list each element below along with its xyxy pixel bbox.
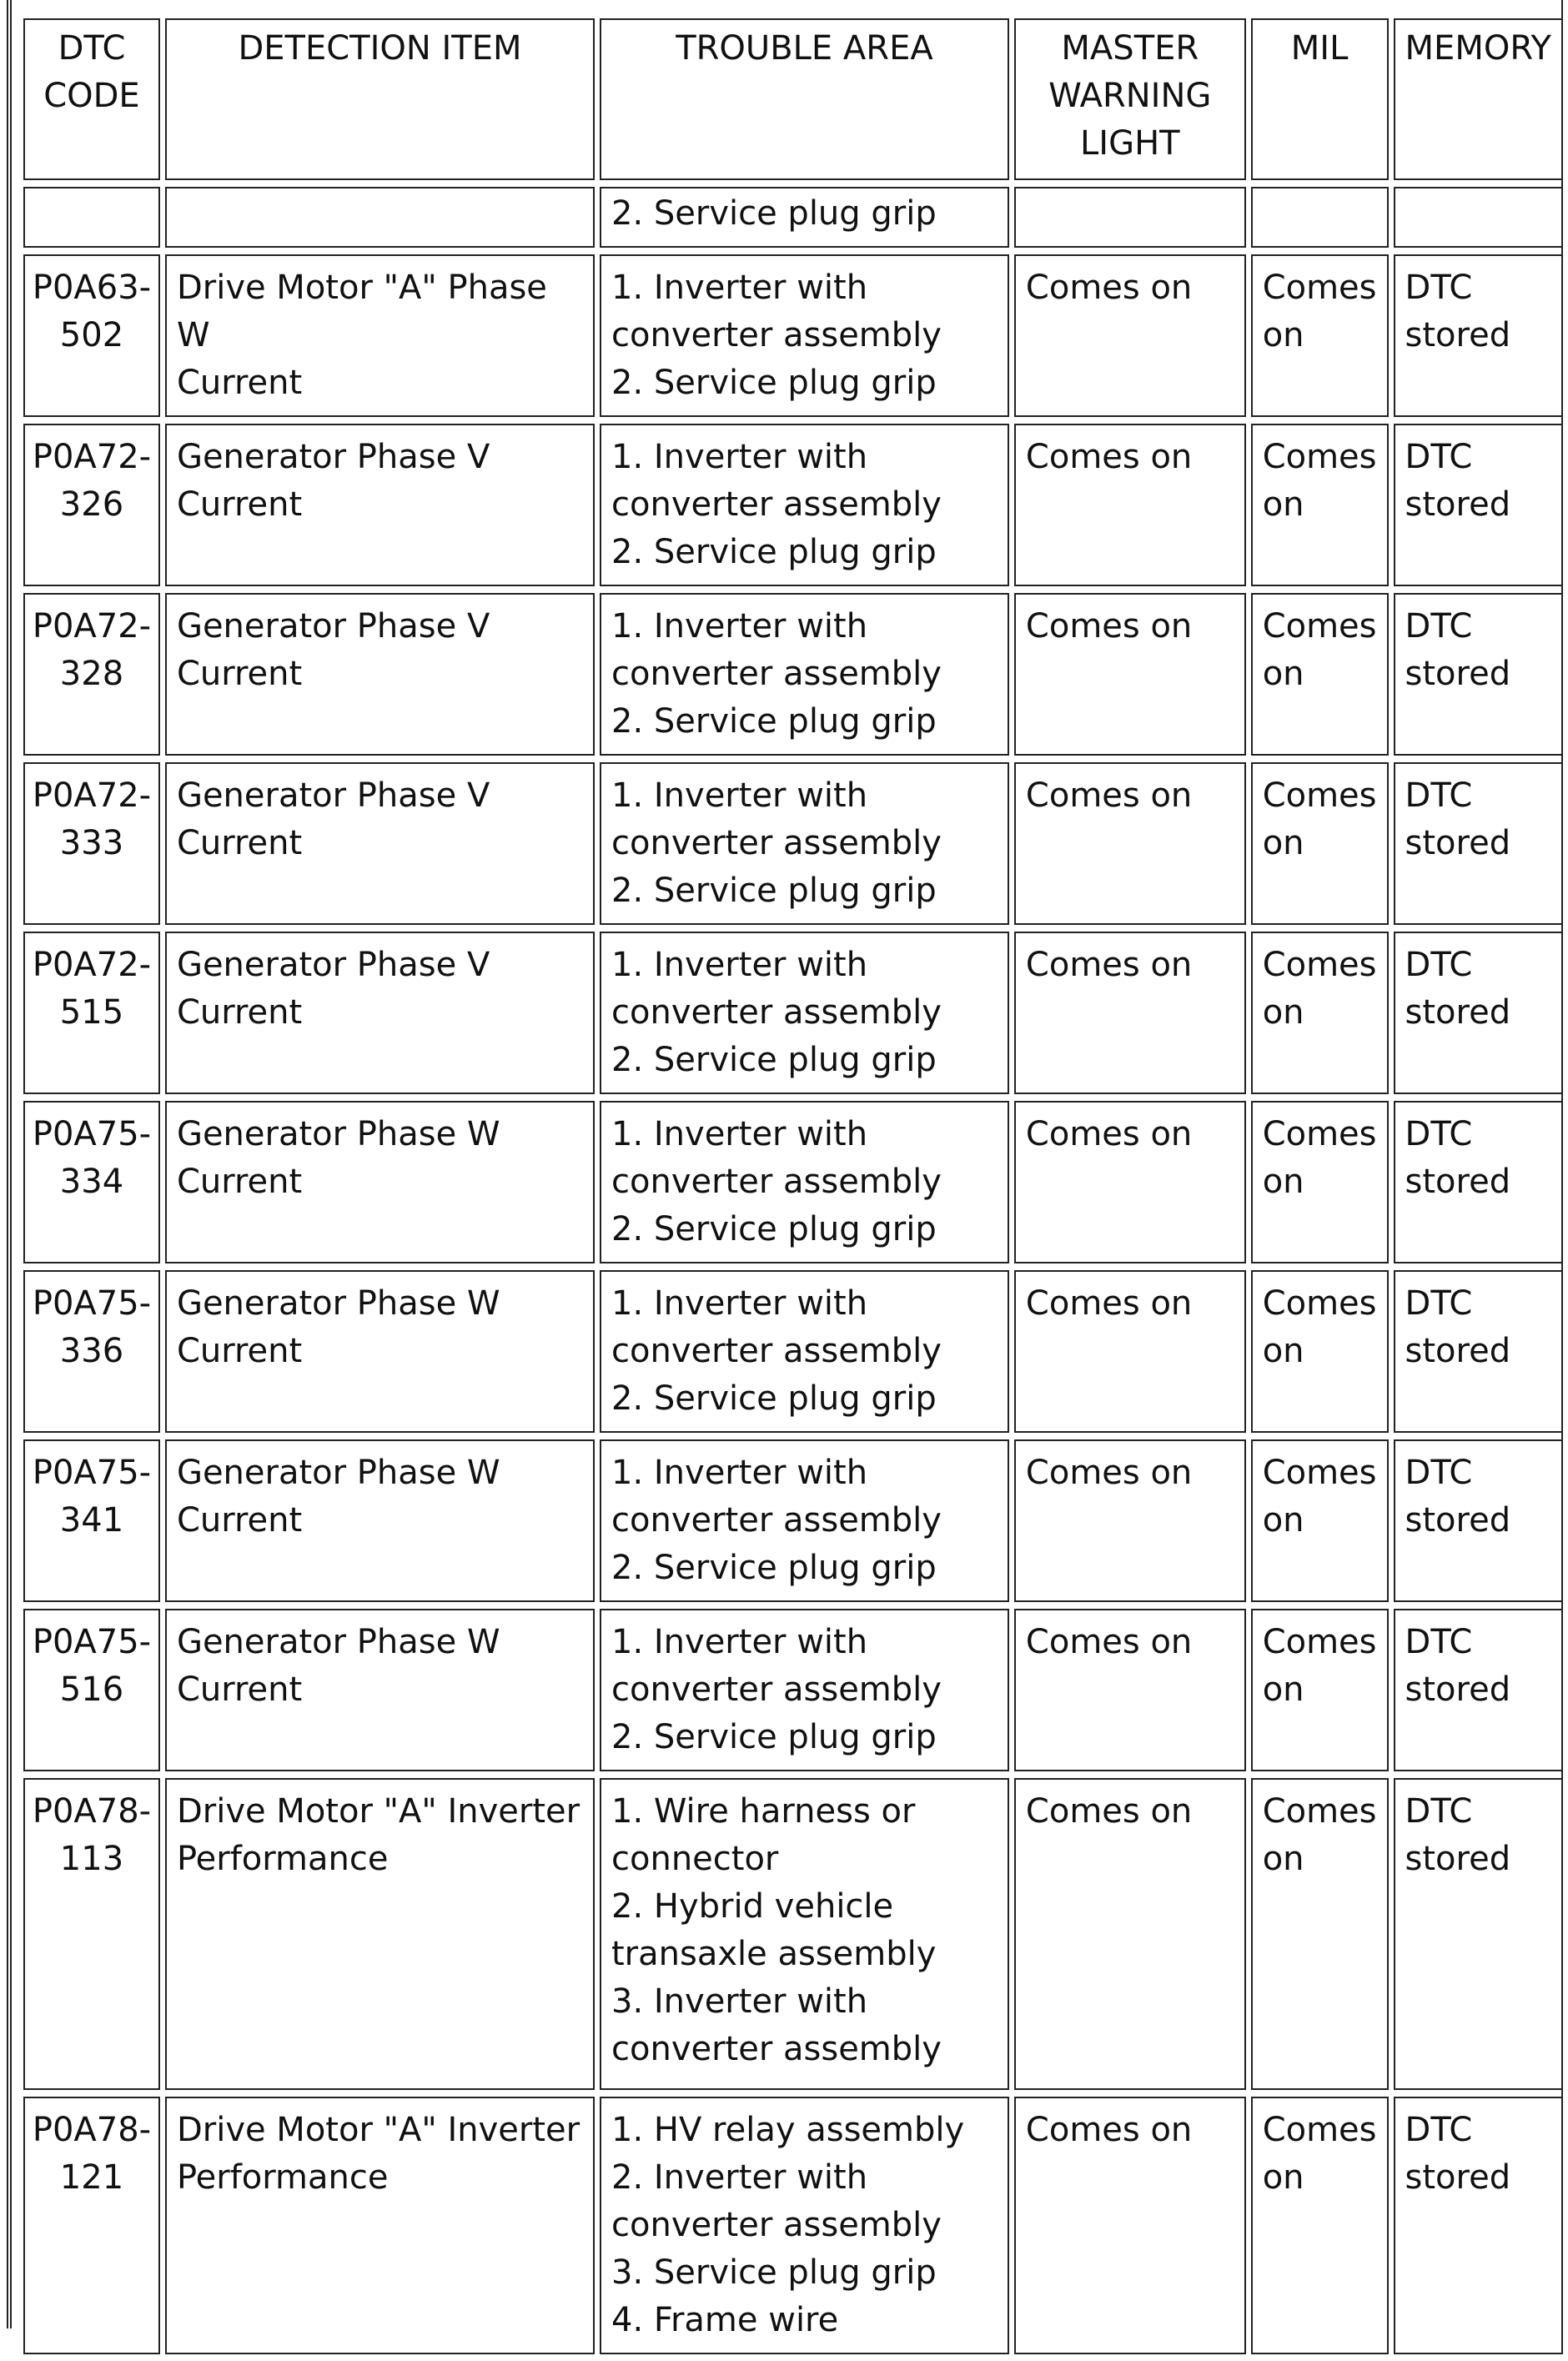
cell-master-warning bbox=[1014, 1101, 1246, 1263]
page-left-border bbox=[7, 0, 12, 2328]
cell-trouble-area bbox=[600, 1778, 1009, 2090]
cell-mil-text: Comes bbox=[1262, 269, 1377, 307]
table-row bbox=[23, 254, 1563, 417]
cell-detection-item-text: Current bbox=[176, 1332, 303, 1370]
table-row bbox=[23, 1778, 1563, 2090]
table-row bbox=[23, 424, 1563, 586]
cell-mil-text: on bbox=[1262, 485, 1304, 524]
cell-memory bbox=[1394, 1609, 1563, 1771]
cell-memory-text: DTC bbox=[1405, 1454, 1473, 1492]
cell-trouble-area-text: converter assembly bbox=[611, 485, 942, 524]
table-row bbox=[23, 593, 1563, 756]
cell-detection-item-text: Drive Motor "A" Phase W bbox=[176, 269, 558, 354]
cell-memory bbox=[1394, 187, 1563, 248]
cell-master-warning bbox=[1014, 254, 1246, 417]
cell-trouble-area-text: 2. Service plug grip bbox=[611, 364, 937, 402]
table-row bbox=[23, 1609, 1563, 1771]
cell-trouble-area-text: converter assembly bbox=[611, 1670, 942, 1709]
cell-dtc-code bbox=[23, 1439, 160, 1602]
cell-dtc-code-text: 341 bbox=[59, 1501, 124, 1540]
cell-trouble-area-text: 2. Service plug grip bbox=[611, 1041, 937, 1079]
cell-detection-item-text: Generator Phase V bbox=[176, 607, 490, 646]
cell-detection-item-text: Current bbox=[176, 993, 303, 1032]
cell-detection-item-text: Generator Phase V bbox=[176, 438, 490, 476]
cell-trouble-area-text: 2. Service plug grip bbox=[611, 1379, 937, 1418]
cell-detection-item bbox=[165, 1270, 595, 1433]
cell-memory-text: DTC bbox=[1405, 1623, 1473, 1661]
cell-mil bbox=[1251, 1270, 1389, 1433]
cell-master-warning bbox=[1014, 762, 1246, 925]
cell-trouble-area-text: 2. Inverter with bbox=[611, 2158, 868, 2197]
cell-memory-text: stored bbox=[1405, 993, 1511, 1032]
cell-master-warning bbox=[1014, 932, 1246, 1094]
cell-master-warning bbox=[1014, 1778, 1246, 2090]
cell-memory-text: stored bbox=[1405, 1840, 1511, 1878]
cell-mil-text: Comes bbox=[1262, 776, 1377, 815]
cell-trouble-area-text: 1. Inverter with bbox=[611, 1623, 868, 1661]
cell-mil bbox=[1251, 1439, 1389, 1602]
cell-dtc-code bbox=[23, 593, 160, 756]
cell-trouble-area-text: converter assembly bbox=[611, 993, 942, 1032]
cell-dtc-code-text: P0A72- bbox=[32, 607, 152, 646]
cell-trouble-area bbox=[600, 593, 1009, 756]
cell-detection-item-text: Generator Phase W bbox=[176, 1454, 500, 1492]
cell-mil-text: on bbox=[1262, 824, 1304, 862]
cell-master-warning-text: Comes on bbox=[1025, 1454, 1193, 1492]
cell-memory-text: DTC bbox=[1405, 2111, 1473, 2149]
cell-memory-text: stored bbox=[1405, 655, 1511, 693]
cell-master-warning-text: Comes on bbox=[1025, 1115, 1193, 1153]
cell-detection-item bbox=[165, 1609, 595, 1771]
cell-detection-item-text: Performance bbox=[176, 2158, 389, 2197]
cell-master-warning-text: Comes on bbox=[1025, 438, 1193, 476]
cell-master-warning-text: Comes on bbox=[1025, 1792, 1193, 1831]
cell-trouble-area-text: 2. Service plug grip bbox=[611, 1210, 937, 1248]
cell-trouble-area-text: converter assembly bbox=[611, 824, 942, 862]
cell-memory bbox=[1394, 2097, 1563, 2354]
cell-detection-item bbox=[165, 762, 595, 925]
cell-trouble-area bbox=[600, 424, 1009, 586]
cell-mil-text: on bbox=[1262, 1840, 1304, 1878]
cell-mil bbox=[1251, 2097, 1389, 2354]
cell-trouble-area-text: 1. Inverter with bbox=[611, 1284, 868, 1323]
cell-mil bbox=[1251, 593, 1389, 756]
cell-memory bbox=[1394, 1101, 1563, 1263]
cell-memory-text: DTC bbox=[1405, 1284, 1473, 1323]
cell-mil-text: Comes bbox=[1262, 1454, 1377, 1492]
cell-master-warning bbox=[1014, 424, 1246, 586]
cell-trouble-area-text: 4. Frame wire bbox=[611, 2301, 839, 2339]
cell-mil bbox=[1251, 424, 1389, 586]
cell-trouble-area-text: converter assembly bbox=[611, 1501, 942, 1540]
cell-dtc-code-text: 333 bbox=[59, 824, 124, 862]
table-row bbox=[23, 1270, 1563, 1433]
cell-memory-text: DTC bbox=[1405, 776, 1473, 815]
cell-dtc-code-text: 326 bbox=[59, 485, 124, 524]
cell-mil bbox=[1251, 1778, 1389, 2090]
cell-mil-text: Comes bbox=[1262, 1115, 1377, 1153]
cell-detection-item-text: Drive Motor "A" Inverter bbox=[176, 2111, 580, 2149]
cell-mil-text: Comes bbox=[1262, 946, 1377, 984]
cell-detection-item bbox=[165, 593, 595, 756]
cell-trouble-area-text: 2. Service plug grip bbox=[611, 1718, 937, 1756]
cell-trouble-area-text: converter assembly bbox=[611, 1332, 942, 1370]
cell-memory bbox=[1394, 593, 1563, 756]
cell-mil-text: on bbox=[1262, 1163, 1304, 1201]
header-memory: MEMORY bbox=[1394, 18, 1563, 180]
cell-trouble-area-text: converter assembly bbox=[611, 1163, 942, 1201]
cell-trouble-area-text: 2. Service plug grip bbox=[611, 533, 937, 571]
header-trouble-area: TROUBLE AREA bbox=[600, 18, 1009, 180]
cell-mil-text: on bbox=[1262, 2158, 1304, 2197]
table-row bbox=[23, 1101, 1563, 1263]
cell-trouble-area-text: 2. Service plug grip bbox=[611, 872, 937, 910]
cell-dtc-code-text: 334 bbox=[59, 1163, 124, 1201]
cell-trouble-area-text: 1. Wire harness or bbox=[611, 1792, 916, 1831]
cell-trouble-area bbox=[600, 1101, 1009, 1263]
cell-dtc-code-text: P0A72- bbox=[32, 776, 152, 815]
cell-detection-item-text: Current bbox=[176, 364, 303, 402]
cell-dtc-code bbox=[23, 1101, 160, 1263]
cell-memory-text: stored bbox=[1405, 1670, 1511, 1709]
cell-trouble-area-text: 3. Service plug grip bbox=[611, 2253, 937, 2292]
cell-dtc-code-text: P0A75- bbox=[32, 1623, 152, 1661]
cell-dtc-code bbox=[23, 254, 160, 417]
cell-detection-item-text: Generator Phase W bbox=[176, 1284, 500, 1323]
cell-dtc-code-text: P0A78- bbox=[32, 1792, 152, 1831]
cell-dtc-code-text: 121 bbox=[59, 2158, 124, 2197]
cell-mil-text: on bbox=[1262, 1501, 1304, 1540]
cell-master-warning-text: Comes on bbox=[1025, 607, 1193, 646]
cell-mil-text: Comes bbox=[1262, 1792, 1377, 1831]
cell-memory-text: stored bbox=[1405, 824, 1511, 862]
cell-master-warning-text: Comes on bbox=[1025, 269, 1193, 307]
cell-trouble-area-text: converter assembly bbox=[611, 655, 942, 693]
table-row bbox=[23, 1439, 1563, 1602]
header-mil: MIL bbox=[1251, 18, 1389, 180]
cell-dtc-code bbox=[23, 424, 160, 586]
cell-mil bbox=[1251, 932, 1389, 1094]
cell-mil-text: Comes bbox=[1262, 607, 1377, 646]
cell-detection-item-text: Generator Phase V bbox=[176, 776, 490, 815]
cell-detection-item bbox=[165, 2097, 595, 2354]
cell-mil-text: Comes bbox=[1262, 1284, 1377, 1323]
cell-detection-item-text: Current bbox=[176, 1670, 303, 1709]
cell-detection-item-text: Current bbox=[176, 824, 303, 862]
cell-memory-text: DTC bbox=[1405, 269, 1473, 307]
cell-trouble-area-text: 1. Inverter with bbox=[611, 269, 868, 307]
cell-detection-item bbox=[165, 932, 595, 1094]
cell-dtc-code-text: P0A75- bbox=[32, 1284, 152, 1323]
cell-trouble-area bbox=[600, 762, 1009, 925]
cell-dtc-code bbox=[23, 1609, 160, 1771]
cell-memory bbox=[1394, 1778, 1563, 2090]
table-row bbox=[23, 2097, 1563, 2354]
cell-memory bbox=[1394, 762, 1563, 925]
cell-mil-text: on bbox=[1262, 655, 1304, 693]
table-row bbox=[23, 932, 1563, 1094]
cell-trouble-area bbox=[600, 1270, 1009, 1433]
cell-mil-text: Comes bbox=[1262, 1623, 1377, 1661]
cell-trouble-area-text: converter assembly bbox=[611, 2206, 942, 2244]
dtc-table bbox=[18, 12, 1568, 2361]
cell-trouble-area-text: 2. Service plug grip bbox=[611, 702, 937, 741]
cell-dtc-code bbox=[23, 1270, 160, 1433]
header-row bbox=[23, 18, 1563, 180]
cell-memory bbox=[1394, 932, 1563, 1094]
cell-dtc-code bbox=[23, 932, 160, 1094]
cell-dtc-code-text: 113 bbox=[59, 1840, 124, 1878]
cell-trouble-area-text: 2. Service plug grip bbox=[611, 1549, 937, 1587]
cell-detection-item-text: Generator Phase V bbox=[176, 946, 490, 984]
cell-dtc-code-text: 515 bbox=[59, 993, 124, 1032]
cell-memory bbox=[1394, 254, 1563, 417]
cell-dtc-code-text: 516 bbox=[59, 1670, 124, 1709]
cell-detection-item-text: Generator Phase W bbox=[176, 1623, 500, 1661]
cell-trouble-area-text: 1. Inverter with bbox=[611, 607, 868, 646]
cell-memory bbox=[1394, 1439, 1563, 1602]
cell-mil-text: on bbox=[1262, 1670, 1304, 1709]
cell-detection-item bbox=[165, 1778, 595, 2090]
cell-trouble-area-text: 3. Inverter with bbox=[611, 1982, 868, 2021]
cell-detection-item bbox=[165, 1439, 595, 1602]
cell-master-warning bbox=[1014, 1609, 1246, 1771]
cell-memory-text: stored bbox=[1405, 2158, 1511, 2197]
header-detection-item: DETECTION ITEM bbox=[165, 18, 595, 180]
cell-master-warning-text: Comes on bbox=[1025, 2111, 1193, 2149]
cell-memory-text: DTC bbox=[1405, 1115, 1473, 1153]
header-master-warning-light: MASTER WARNING LIGHT bbox=[1014, 18, 1246, 180]
cell-trouble-area bbox=[600, 932, 1009, 1094]
cell-trouble-area-text: 1. Inverter with bbox=[611, 438, 868, 476]
cell-master-warning bbox=[1014, 2097, 1246, 2354]
cell-memory bbox=[1394, 1270, 1563, 1433]
cell-dtc-code-text: P0A75- bbox=[32, 1115, 152, 1153]
cell-dtc-code-text: P0A72- bbox=[32, 438, 152, 476]
cell-dtc-code bbox=[23, 762, 160, 925]
cell-mil bbox=[1251, 1609, 1389, 1771]
cell-trouble-area bbox=[600, 1609, 1009, 1771]
cell-mil bbox=[1251, 762, 1389, 925]
cell-mil-text: Comes bbox=[1262, 438, 1377, 476]
cell-master-warning bbox=[1014, 593, 1246, 756]
cell-trouble-area-text: 1. HV relay assembly bbox=[611, 2111, 965, 2149]
cell-dtc-code-text: P0A75- bbox=[32, 1454, 152, 1492]
cell-detection-item bbox=[165, 1101, 595, 1263]
cell-memory-text: DTC bbox=[1405, 607, 1473, 646]
cell-detection-item bbox=[165, 424, 595, 586]
cell-mil bbox=[1251, 1101, 1389, 1263]
cell-memory-text: stored bbox=[1405, 485, 1511, 524]
header-dtc-code: DTC CODE bbox=[23, 18, 160, 180]
cell-dtc-code-text: P0A78- bbox=[32, 2111, 152, 2149]
cell-trouble-area bbox=[600, 254, 1009, 417]
cell-memory-text: DTC bbox=[1405, 438, 1473, 476]
cell-detection-item-text: Current bbox=[176, 655, 303, 693]
cell-master-warning-text: Comes on bbox=[1025, 1284, 1193, 1323]
cell-trouble-area-text: 1. Inverter with bbox=[611, 1115, 868, 1153]
cell-dtc-code-text: 328 bbox=[59, 655, 124, 693]
cell-dtc-code-text: P0A63- bbox=[32, 269, 152, 307]
cell-dtc-code bbox=[23, 2097, 160, 2354]
cell-memory-text: stored bbox=[1405, 1163, 1511, 1201]
cell-memory-text: DTC bbox=[1405, 946, 1473, 984]
table-row-continued bbox=[23, 187, 1563, 248]
cell-detection-item bbox=[165, 187, 595, 248]
cell-memory bbox=[1394, 424, 1563, 586]
cell-mil-text: on bbox=[1262, 1332, 1304, 1370]
cell-mil bbox=[1251, 187, 1389, 248]
cell-trouble-area bbox=[600, 2097, 1009, 2354]
cell-mil-text: on bbox=[1262, 993, 1304, 1032]
cell-memory-text: stored bbox=[1405, 316, 1511, 354]
cell-master-warning-text: Comes on bbox=[1025, 776, 1193, 815]
cell-trouble-area: 2. Service plug grip bbox=[600, 187, 1009, 248]
cell-trouble-area-text: 1. Inverter with bbox=[611, 776, 868, 815]
cell-mil bbox=[1251, 254, 1389, 417]
cell-dtc-code-text: 502 bbox=[59, 316, 124, 354]
cell-trouble-area-text: converter assembly bbox=[611, 2030, 942, 2068]
cell-mil-text: on bbox=[1262, 316, 1304, 354]
cell-trouble-area bbox=[600, 1439, 1009, 1602]
cell-memory-text: stored bbox=[1405, 1501, 1511, 1540]
cell-master-warning-text: Comes on bbox=[1025, 946, 1193, 984]
cell-master-warning bbox=[1014, 1439, 1246, 1602]
cell-detection-item-text: Performance bbox=[176, 1840, 389, 1878]
cell-trouble-area-text: 1. Inverter with bbox=[611, 1454, 868, 1492]
cell-memory-text: DTC bbox=[1405, 1792, 1473, 1831]
table-row bbox=[23, 762, 1563, 925]
cell-detection-item-text: Current bbox=[176, 485, 303, 524]
cell-detection-item-text: Generator Phase W bbox=[176, 1115, 500, 1153]
cell-memory-text: stored bbox=[1405, 1332, 1511, 1370]
cell-dtc-code-text: P0A72- bbox=[32, 946, 152, 984]
cell-trouble-area-text: 1. Inverter with bbox=[611, 946, 868, 984]
cell-dtc-code-text: 336 bbox=[59, 1332, 124, 1370]
cell-detection-item-text: Drive Motor "A" Inverter bbox=[176, 1792, 580, 1831]
cell-trouble-area-text: transaxle assembly bbox=[611, 1935, 937, 1973]
cell-dtc-code bbox=[23, 1778, 160, 2090]
cell-master-warning-text: Comes on bbox=[1025, 1623, 1193, 1661]
cell-detection-item-text: Current bbox=[176, 1501, 303, 1540]
cell-dtc-code bbox=[23, 187, 160, 248]
cell-trouble-area-text: 2. Hybrid vehicle bbox=[611, 1887, 894, 1926]
cell-trouble-area-text: connector bbox=[611, 1840, 779, 1878]
cell-mil-text: Comes bbox=[1262, 2111, 1377, 2149]
cell-trouble-area-text: converter assembly bbox=[611, 316, 942, 354]
cell-master-warning bbox=[1014, 187, 1246, 248]
cell-detection-item bbox=[165, 254, 595, 417]
cell-detection-item-text: Current bbox=[176, 1163, 303, 1201]
cell-master-warning bbox=[1014, 1270, 1246, 1433]
